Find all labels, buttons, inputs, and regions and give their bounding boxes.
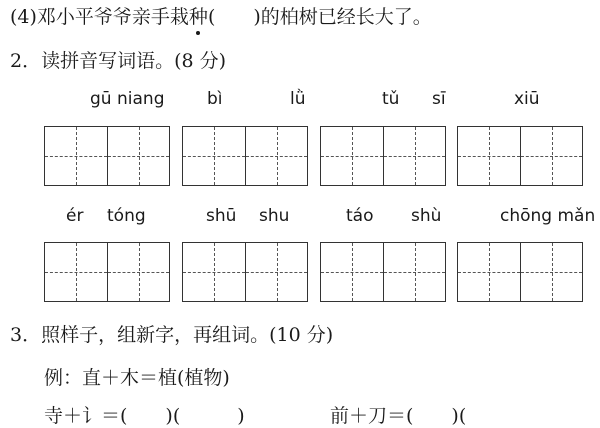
pinyin-row2-4: chōng mǎn — [500, 206, 596, 226]
writing-box-row2-2[interactable] — [182, 242, 308, 302]
question-2-title: 2．读拼音写词语。(8 分) — [10, 50, 227, 72]
pinyin-row2-1b: tóng — [107, 206, 146, 226]
writing-box-row1-1[interactable] — [44, 126, 170, 186]
question-3-item-2: 前＋刀＝( )( — [330, 405, 505, 427]
pinyin-row2-2b: shu — [259, 206, 290, 226]
writing-box-row2-1[interactable] — [44, 242, 170, 302]
pinyin-row2-3b: shù — [411, 206, 442, 226]
sentence-4-suffix: ( )的柏树已经长大了。 — [207, 6, 432, 28]
pinyin-row1-2a: bì — [207, 89, 223, 109]
pinyin-row1-3b: sī — [432, 89, 446, 109]
writing-box-row2-3[interactable] — [320, 242, 446, 302]
pinyin-row2-1a: ér — [66, 206, 84, 226]
pinyin-row2-2a: shū — [206, 206, 237, 226]
sentence-4 — [10, 2, 432, 29]
sentence-4-prefix: (4)邓小平爷爷亲手栽 — [10, 6, 189, 28]
writing-box-row1-4[interactable] — [457, 126, 583, 186]
pinyin-row1-1a: gū — [90, 89, 112, 109]
writing-box-row1-3[interactable] — [320, 126, 446, 186]
sentence-4-dotted-char: 种 — [189, 2, 208, 29]
pinyin-row1-4: xiū — [514, 89, 540, 109]
question-3-item-1: 寺＋讠＝( )( ) — [44, 405, 245, 427]
question-3-title: 3．照样子，组新字，再组词。(10 分) — [10, 324, 334, 346]
pinyin-row1-1b: niang — [117, 89, 165, 109]
question-3-example: 例：直＋木＝植(植物) — [44, 367, 230, 389]
pinyin-row2-3a: táo — [346, 206, 374, 226]
writing-box-row1-2[interactable] — [182, 126, 308, 186]
pinyin-row1-3a: tǔ — [382, 89, 400, 109]
pinyin-row1-2b: lǜ — [290, 89, 306, 109]
writing-box-row2-4[interactable] — [457, 242, 583, 302]
